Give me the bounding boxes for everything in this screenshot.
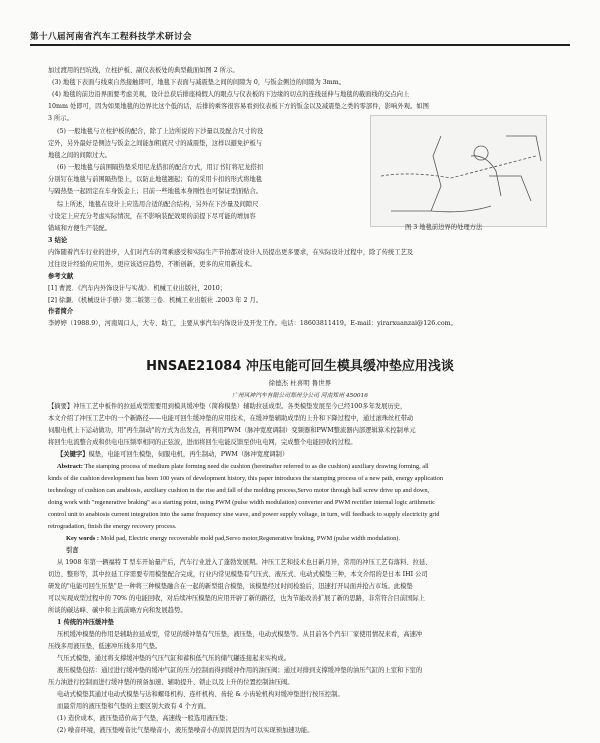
keywords-en-label: Key words : [66,535,100,542]
abstract-en-line: The stamping process of medium plate forming need die cushion (hereinafter referred to as die cushion) auxiliary drawing forming, all [84,463,429,470]
intro-line: 研发的"电能可回生压垫"是一种将三种模垫融合在一起的新型组合模垫，该模垫经过时间检验后，迅速打开局面并抢占市场。此模垫 [48,583,413,590]
paper-organization: 广州风神汽车有限公司郑州分公司 河南郑州 450016 [232,393,368,399]
text-line: (3) 地毯下表面与线束自然接触即可，地毯下表面与减震垫之间的间隙为 0，与钣金侧边的间隙为 3mm。 [52,79,346,86]
abstract-cn-line: 伺服电机上下运动做功，用"再生制动"的方式为出发点，再利用PWM（脉冲宽度调制）变频器和PWM整流器内部逻辑算术控制单元 [48,427,416,434]
text-line: 3 所示。 [48,115,73,122]
keywords-cn [57,450,288,460]
figure-caption: 图 3 地毯前边界的处理方法 [405,224,483,231]
section1-line: 压线多用液压垫，低速冲压线多用气垫。 [48,643,162,650]
section1-line: 液压模垫包括：通过进行缓冲垫的缓冲气缸的压力控制而得到缓冲作用的油压阀；通过对排到支撑缓冲垫的油压气缸的上室和下室的 [57,667,423,674]
paper-title: HNSAE21084 冲压电能可回生模具缓冲垫应用浅谈 [146,359,454,374]
abstract-en-line: kinds of die cushion development has been 100 years of development history, this paper introduces the stamping process of a new path, energy application [48,475,444,482]
paper-authors: 徐德杰 杜喜明 鲁世界 [268,379,332,387]
conclusion-heading: 3 结论 [48,237,68,244]
intro-line: 从 1908 年第一辆福特 T 型车开始量产后，汽车行业进入了蓬勃发展期。冲压工艺和技术也日新月异，常用的冲压工艺有落料、拉延、 [57,559,432,566]
author-info-heading: 作者简介 [48,308,74,315]
abstract-en-label: Abstract: [57,463,83,470]
text-line: 分别钉在地毯与前围隔热垫上，以防止地毯翘起；有的采用卡扣的形式将地毯 [48,176,263,183]
intro-heading: 引言 [66,547,79,554]
abstract-cn-line: 本文介绍了冲压工艺中的一个新路径——电能可回生缓冲垫的应用技术，在缓冲垫辅助成型的上升和下降过程中，通过滚珠丝杠带动 [48,415,414,422]
reference-item: [2] 徐灏．《机械设计手册》第二版第三卷．机械工业出版社 .2003 年 2 月。 [48,297,263,304]
section1-line: 压力油进行控制而进行缓冲垫的预备加速、辅助提升、锁止以及上升的位置控制油压阀。 [48,679,294,686]
keywords-en [66,534,400,544]
reference-item: [1] 曹渡．《汽车内外饰设计与实战》．机械工业出版社，2010； [48,285,227,292]
section1-line: 压机缓冲模垫的作用是辅助拉延成型，常见的缓冲垫有气压垫，液压垫，电动式模垫等。从目前各个汽车厂家使用情况来看，高速冲 [57,631,423,638]
intro-line: 可以实现成型过程中的 70% 的电能回收，对后续冲压模垫的应用开辟了新的路径，也为节能改善扩展了新的思路，非常符合目前国际上 [48,595,425,602]
section1-heading: 1 传统的冲压缓冲垫 [57,619,114,626]
text-line: (6) 一般地毯与前围隔热垫采用尼龙搭扣的配合方式，用订书钉将尼龙搭扣 [57,164,264,171]
section1-line: (1) 造价成本，液压垫造价高于气垫，高速线一般选用液压垫； [57,715,232,722]
abstract-en-line: technology of cushion can anabiosis, auxiliary cushion in the rise and fall of the molding process,Servo motor through ball screw drive up and down, [48,487,430,494]
text-line: 寸设定上应充分考虑实际情况，在不影响装配效果的前提下尽可能的增加容 [48,213,256,220]
text-line: 错域和方便生产装配。 [48,225,111,232]
text-line: 10mm 处即可，因为如果地毯的边界比这个低的话，后排的乘客很容易看到仪表板下方的钣金以及减震垫之类的零部件，影响外观。如图 [48,103,429,110]
intro-line: 所谈的碳达峰、碳中和主流前略方向和发展趋势。 [48,607,187,614]
text-line: 与隔热垫一起固定在车身钣金上；目前一些地毯本身刚性也可保证型面贴合。 [48,188,263,195]
intro-line: 切边、整形等，其中拉延工序需要专用模垫配合完成，行业内常见模垫有气压式、液压式、电动式模垫三种，本文介绍的是日本 IHI 公司 [48,571,428,578]
seat-dashboard-sketch [371,116,546,226]
text-line: 综上所述，地毯在设计上应选用合适的配合结构，另外在下沙量及间隙尺 [57,201,259,208]
header-rule [30,44,570,46]
text-line: 地毯之间的间隙过大。 [48,152,111,159]
references-heading: 参考文献 [48,273,74,280]
text-line: 内饰随着汽车行业的进步，人们对汽车的驾乘感受和实际生产节拍都对设计人员提出更多要求，在实际设计过程中，除了传统工艺及 [48,249,414,256]
text-line: (4) 地毯的前边沿界面要考虑美观，设计总获后排座椅假人的眼点与仪表板的下边缘的切点的连线延伸与地毯的截面线的交点向上 [52,91,410,98]
figure-3-image [370,115,547,227]
journal-header: 第十八届河南省汽车工程科技学术研讨会 [30,32,193,42]
text-line: 过往设计经验的应用外，更应该适应趋势，不断创新，更多的应用新技术。 [48,261,256,268]
keywords-cn-label: 【关键字】 [57,451,89,458]
section1-line: 电动式模垫其通过电动式模垫与达和螺母机构、连杆机构、齿轮 & 小齿轮机构对缓冲垫进行按压控制。 [57,691,344,698]
section1-line: 气压式模垫，通过将支撑缓冲垫的气压气缸和蓄积低气压的储气罐连接起来实构成。 [57,655,290,662]
section1-line: (2) 噪音环境，液压垫噪音比气垫噪音小，液压垫噪音小的原因是因为可以实现预加速功能。 [57,727,314,734]
text-line: (5) 一般地毯与立柱护板的配合，除了上边所说的下沙量以及配合尺寸的设 [57,128,264,135]
abstract-cn-line: 【摘要】冲压工艺中板件的拉延成型需要用到模具缓冲垫（简称模垫）辅助拉延成型。各类模垫发展至今已经100多年发展历史， [48,403,407,410]
text-line: 加过渡用的凹坑线，立柱护板、副仪表板处的典型截面如图 2 所示。 [48,67,239,74]
section1-line: 而最常用的液压垫和气垫的主要区别大致有 4 个方面。 [57,703,210,710]
abstract-en-line: control unit to anabiosis current integration into the same frequency sine wave, and power supply voltage, in turn, will feedback to supply electricity grid [48,511,440,518]
abstract-cn-line: 将回生电流整合成和供电电压频率相同的正弦波，进而将回生电能反馈至供电电网，完成整个电能回收的过程。 [48,439,357,446]
keywords-cn-text: 模垫，电能可回生模垫，伺服电机，再生制动，PWM（脉冲宽度调制） [88,451,289,458]
abstract-en-line: doing work with "regenerative braking" as a starting point, using PWM (pulse width modulation) converter and PWM rectifier internal logic arithmetic [48,499,435,506]
abstract-en-first [57,462,429,472]
author-info-text: 李婷婷（1988.9），河南周口人，大专、助工，主要从事汽车内饰设计及开发工作。电话：18603811419。E-mail：yirarxuanzai@126.com。 [48,320,457,327]
keywords-en-text: Mold pad, Electric energy recoverable mold pad,Servo motor,Regenerative braking, PWM (pulse width modulation). [100,535,400,542]
text-line: 定外，另外最好是侧边与钣金之间能加粗底尺寸的减震垫，这样以避免护板与 [48,140,263,147]
abstract-en-line: retrogradation, finish the energy recovery process. [48,523,177,530]
